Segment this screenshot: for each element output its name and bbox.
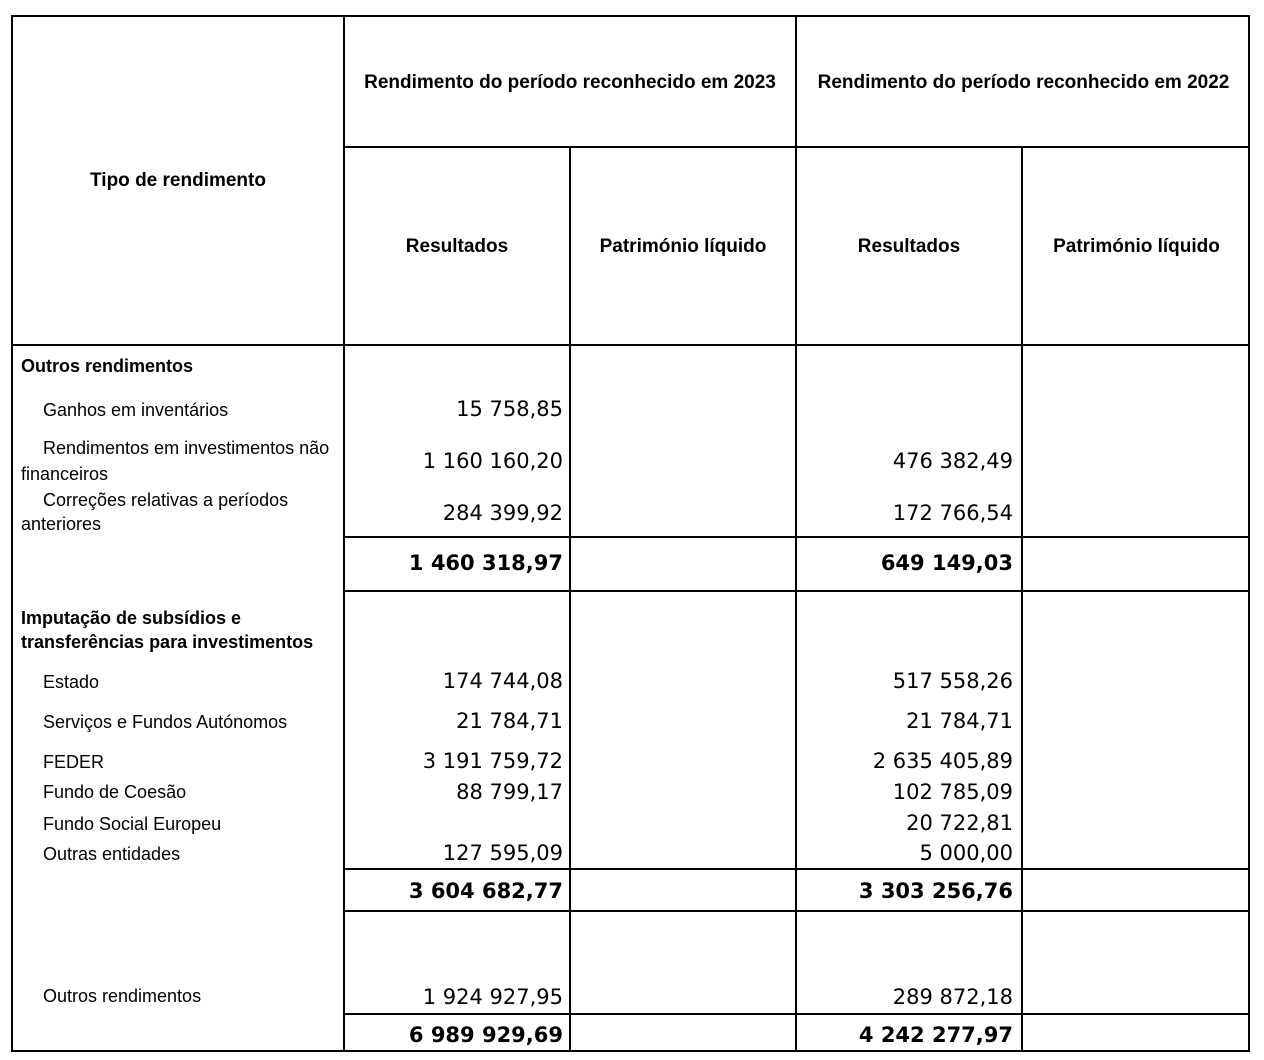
col-divider — [1021, 147, 1023, 1052]
value-2023: 1 160 160,20 — [422, 449, 563, 473]
section-title-imputacao: Imputação de subsídios e — [21, 608, 242, 628]
value-2022: 476 382,49 — [892, 449, 1013, 473]
value-2022: 289 872,18 — [892, 985, 1013, 1009]
grand-total-2022: 4 242 277,97 — [858, 1023, 1013, 1047]
value-2023: 1 924 927,95 — [422, 985, 563, 1009]
row-label: Outras entidades — [43, 844, 181, 864]
value-2022: 172 766,54 — [892, 501, 1013, 525]
subtotal-2023: 1 460 318,97 — [408, 551, 563, 575]
value-2023: 3 191 759,72 — [422, 749, 563, 773]
row-label: Ganhos em inventários — [43, 400, 229, 420]
col-divider — [569, 147, 571, 1052]
col-divider — [343, 15, 345, 1052]
row-divider — [343, 590, 1250, 592]
header-resultados-2022: Resultados — [857, 236, 961, 257]
value-2022: 5 000,00 — [919, 841, 1013, 865]
header-patrimonio-2023: Património líquido — [599, 236, 767, 257]
row-label: Outros rendimentos — [43, 986, 202, 1006]
subtotal-2022: 3 303 256,76 — [858, 879, 1013, 903]
row-divider — [11, 344, 1250, 346]
value-2022: 2 635 405,89 — [872, 749, 1013, 773]
subtotal-2022: 649 149,03 — [880, 551, 1013, 575]
row-divider — [343, 868, 1250, 870]
row-label: Rendimentos em investimentos não — [43, 438, 330, 458]
value-2022: 20 722,81 — [906, 811, 1013, 835]
row-label: Serviços e Fundos Autónomos — [43, 712, 288, 732]
row-label: anteriores — [21, 514, 102, 534]
value-2023: 88 799,17 — [456, 780, 563, 804]
header-patrimonio-2022: Património líquido — [1053, 236, 1220, 257]
header-resultados-2023: Resultados — [405, 236, 509, 257]
value-2023: 284 399,92 — [442, 501, 563, 525]
row-divider — [343, 1013, 1250, 1015]
row-divider — [343, 910, 1250, 912]
value-2022: 21 784,71 — [906, 709, 1013, 733]
row-label: FEDER — [43, 752, 105, 772]
row-divider — [343, 146, 1250, 148]
header-periodo-2022: Rendimento do período reconhecido em 2022 — [817, 72, 1230, 93]
value-2023: 174 744,08 — [442, 669, 563, 693]
grand-total-2023: 6 989 929,69 — [408, 1023, 563, 1047]
header-tipo: Tipo de rendimento — [90, 170, 266, 191]
section-title-outros-rendimentos: Outros rendimentos — [21, 356, 194, 376]
subtotal-2023: 3 604 682,77 — [408, 879, 563, 903]
row-divider — [343, 536, 1250, 538]
value-2023: 127 595,09 — [442, 841, 563, 865]
col-divider — [795, 15, 797, 1052]
value-2022: 102 785,09 — [892, 780, 1013, 804]
row-label: Correções relativas a períodos — [43, 490, 289, 510]
value-2022: 517 558,26 — [892, 669, 1013, 693]
row-label: Estado — [43, 672, 100, 692]
row-label: Fundo Social Europeu — [43, 814, 222, 834]
row-label: financeiros — [21, 464, 109, 484]
value-2023: 21 784,71 — [456, 709, 563, 733]
section-title-imputacao: transferências para investimentos — [21, 632, 314, 652]
row-label: Fundo de Coesão — [43, 782, 187, 802]
value-2023: 15 758,85 — [456, 397, 563, 421]
header-periodo-2023: Rendimento do período reconhecido em 2023 — [364, 72, 776, 93]
